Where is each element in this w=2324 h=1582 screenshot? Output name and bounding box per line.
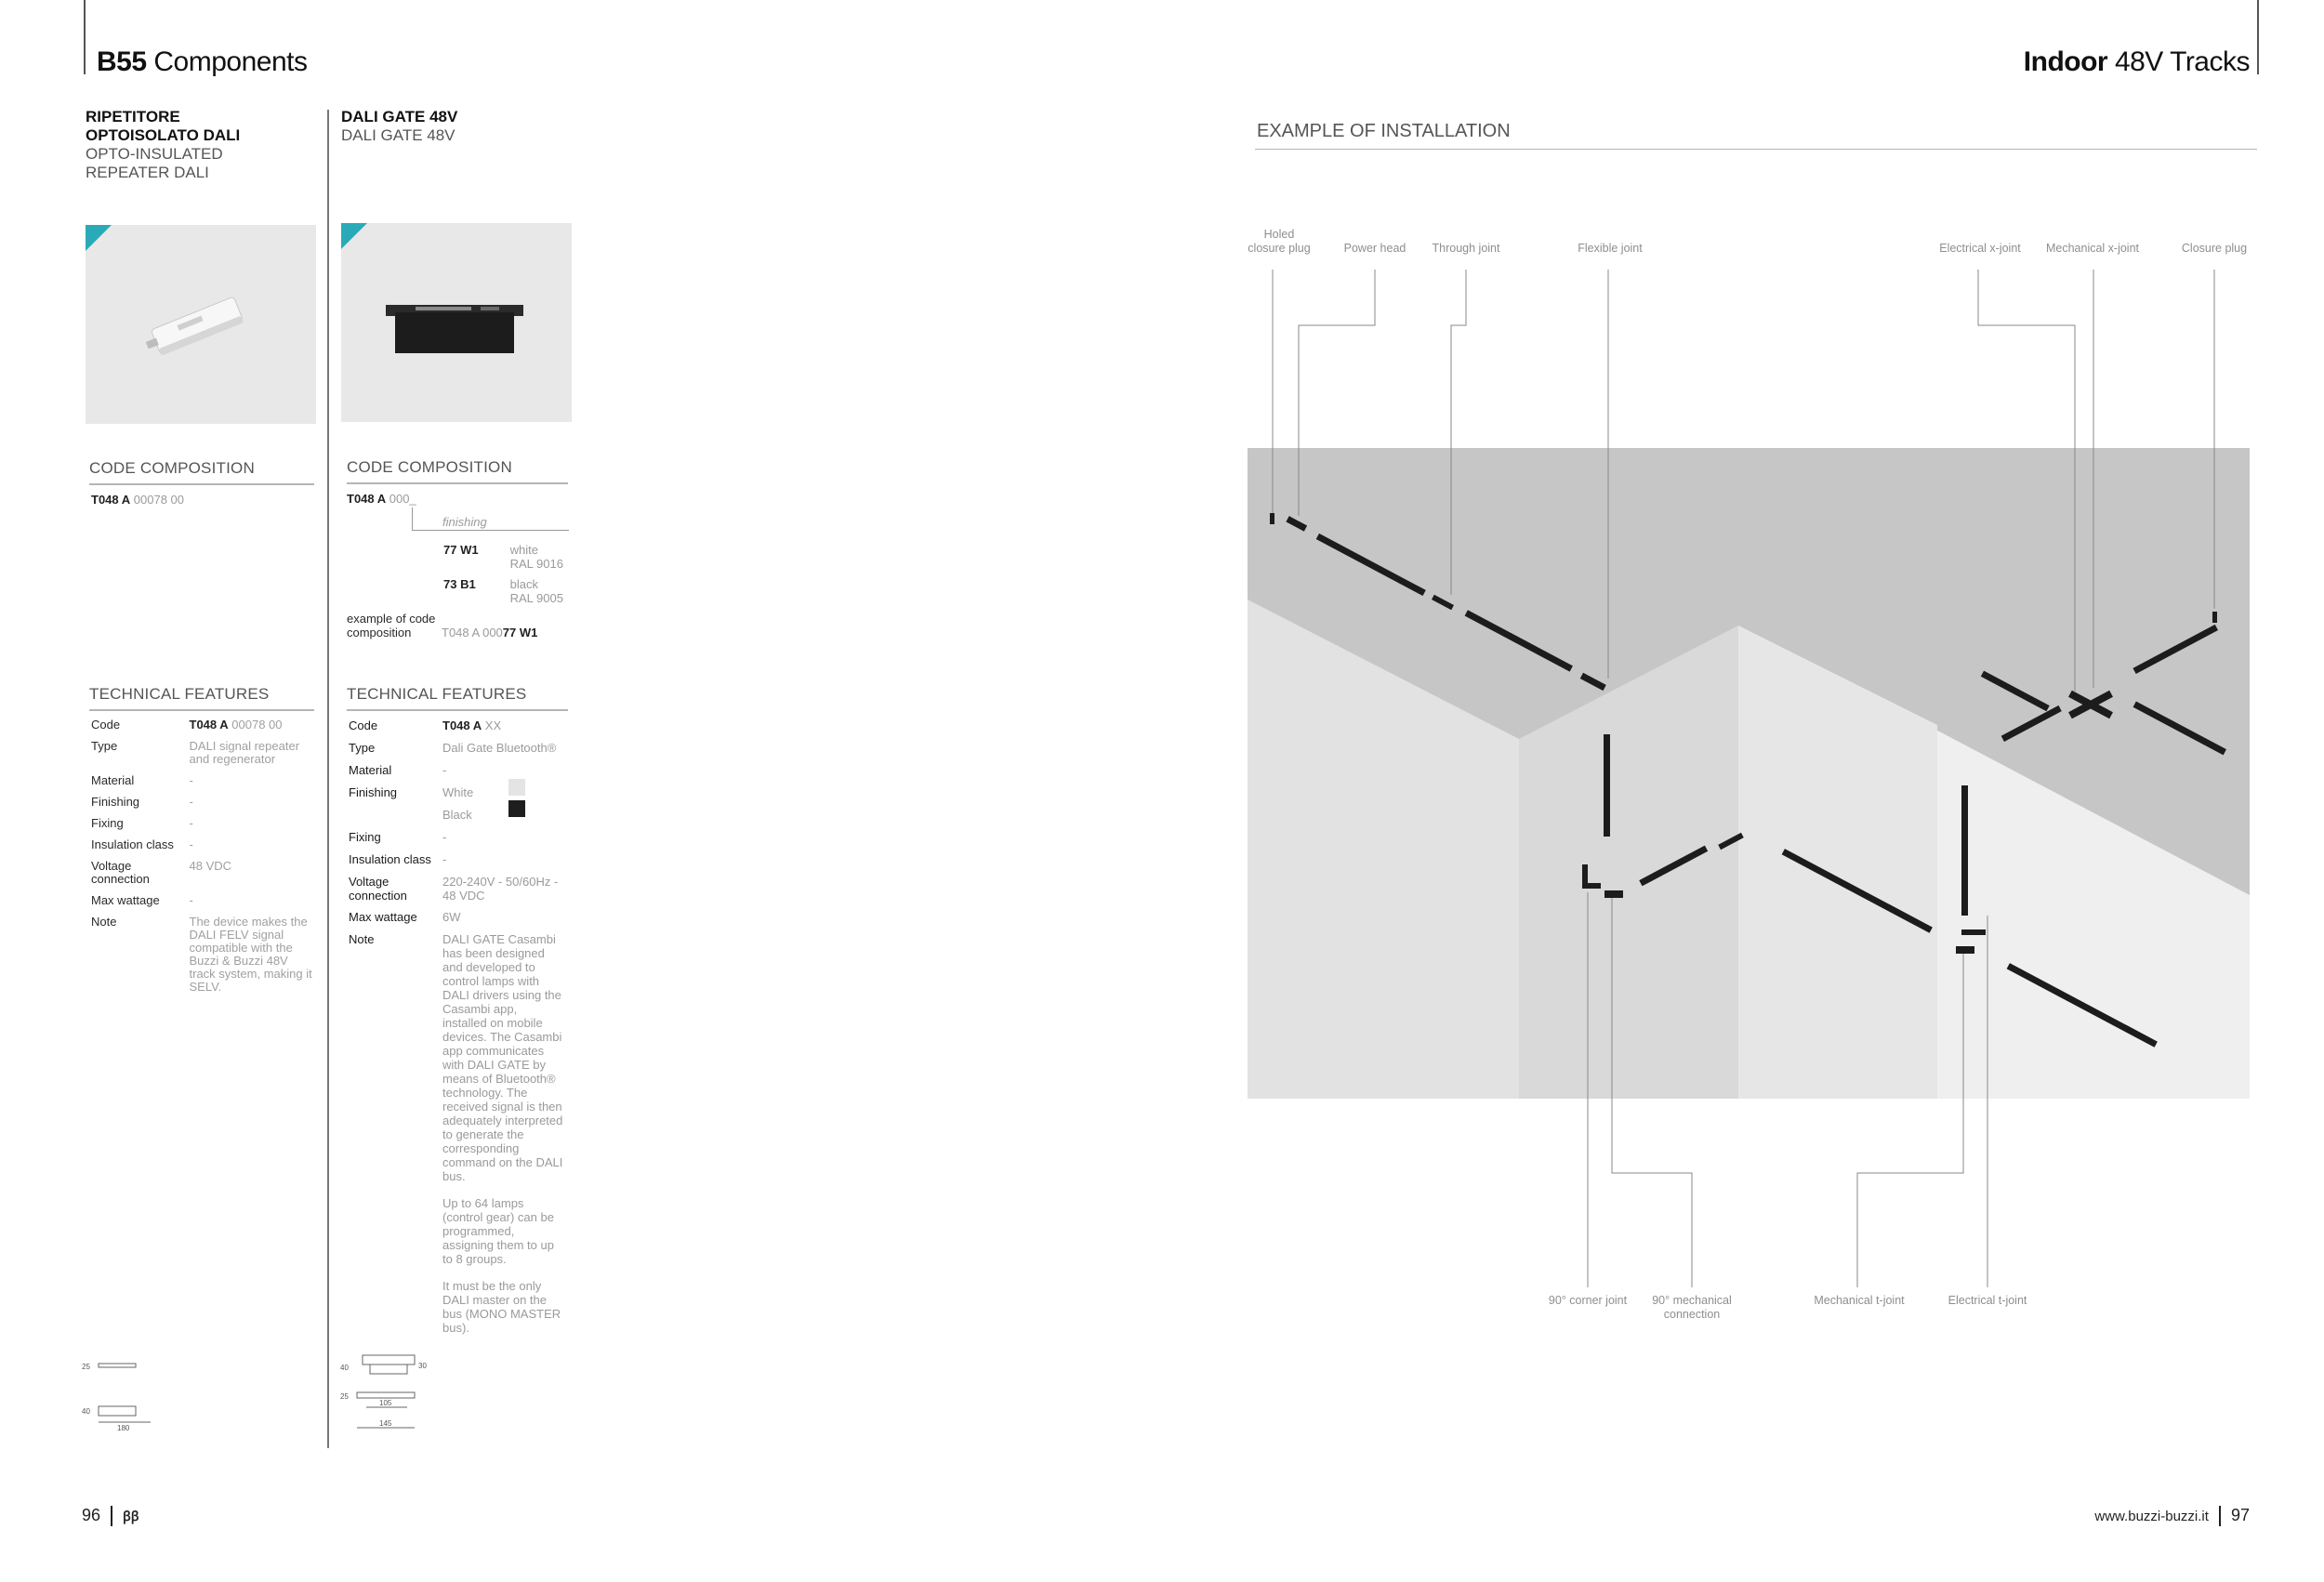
label-through-joint: Through joint — [1432, 242, 1500, 255]
feature-value: The device makes the DALI FELV signal compatible with the Buzzi & Buzzi 48V track system, making it SELV. — [189, 915, 312, 994]
product2-dim-c: 25 — [340, 1392, 349, 1401]
product2-dim-d: 105 — [379, 1399, 392, 1407]
header-right-title: 48V Tracks — [2114, 46, 2250, 77]
label-90-mechanical-connection: 90° mechanical connection — [1652, 1294, 1732, 1321]
product2-title-line2: DALI GATE 48V — [341, 126, 456, 144]
feature-key: Material — [349, 763, 392, 777]
label-power-head: Power head — [1343, 242, 1406, 255]
label-electrical-t-joint: Electrical t-joint — [1948, 1294, 2027, 1307]
label-mechanical-x-joint: Mechanical x-joint — [2045, 242, 2140, 255]
feature-key: Max wattage — [91, 893, 160, 907]
feature-key: Finishing — [91, 795, 140, 809]
feature-value: - — [442, 763, 447, 777]
feature-key: Type — [349, 741, 376, 755]
feature-key: Type — [91, 739, 118, 753]
label-mechanical-t-joint: Mechanical t-joint — [1814, 1294, 1905, 1307]
product1-title-line1: RIPETITORE — [86, 108, 180, 125]
product2-dim-e: 145 — [379, 1419, 392, 1428]
label-holed-closure-plug: Holed closure plug — [1248, 228, 1311, 255]
header-right-bold: Indoor — [2023, 46, 2108, 77]
closure-plug-part — [2212, 612, 2217, 623]
vertical-track — [1961, 785, 1968, 916]
product1-title-line4: REPEATER DALI — [86, 164, 209, 181]
feature-value-rest: 00078 00 — [231, 718, 283, 732]
finish-name: white — [509, 543, 538, 557]
product1-code-section-title: CODE COMPOSITION — [89, 459, 314, 485]
label-flexible-joint: Flexible joint — [1578, 242, 1643, 255]
product1-title-line2: OPTOISOLATO DALI — [86, 126, 241, 144]
product1-tech-section-title: TECHNICAL FEATURES — [89, 685, 314, 711]
website-url[interactable]: www.buzzi-buzzi.it — [2094, 1509, 2209, 1524]
example-label-line2: composition — [347, 626, 412, 639]
feature-key: Insulation class — [91, 837, 174, 851]
feature-value: - — [189, 816, 193, 830]
page-number-right: 97 — [2230, 1506, 2250, 1524]
feature-value: - — [442, 830, 447, 844]
header-left-title: Components — [153, 46, 308, 77]
feature-key: Voltage connection — [91, 859, 150, 886]
finish-white-label: White — [442, 785, 474, 799]
holed-closure-plug-part — [1270, 513, 1274, 524]
finishing-label: finishing — [442, 515, 487, 529]
feature-code-rest: XX — [484, 718, 502, 732]
electrical-t-joint-part — [1961, 929, 1986, 935]
product2-code-rest: 000_ — [389, 492, 416, 506]
product1-code-rest: 00078 00 — [133, 493, 185, 507]
feature-key: Code — [349, 718, 378, 732]
footer-divider-right — [2219, 1506, 2221, 1526]
finish-ral: RAL 9016 — [509, 557, 563, 571]
finish-code: 73 B1 — [443, 577, 476, 591]
finish-ral: RAL 9005 — [509, 591, 563, 605]
feature-value: DALI signal repeater and regenerator — [189, 739, 300, 766]
feature-key: Fixing — [349, 830, 381, 844]
product2-dim-b: 30 — [418, 1362, 427, 1370]
product1-code-bold: T048 A — [91, 493, 131, 507]
product2-code-bold: T048 A — [347, 492, 387, 506]
example-label-line1: example of code — [347, 612, 436, 626]
feature-key: Code — [91, 718, 121, 732]
feature-key: Insulation class — [349, 852, 431, 866]
example-code-bold: 77 W1 — [502, 626, 538, 639]
product2-code-section-title: CODE COMPOSITION — [347, 458, 568, 484]
feature-value: 48 VDC — [189, 859, 232, 873]
header-left-bold: B55 — [97, 46, 147, 77]
feature-value: - — [189, 893, 193, 907]
product2-title-line1: DALI GATE 48V — [341, 108, 458, 125]
finish-code: 77 W1 — [443, 543, 479, 557]
label-electrical-x-joint: Electrical x-joint — [1939, 242, 2021, 255]
finish-name: black — [509, 577, 538, 591]
feature-code-bold: T048 A — [442, 718, 482, 732]
note-paragraph-2: Up to 64 lamps (control gear) can be programmed, assigning them to up to 8 groups. — [442, 1196, 554, 1266]
product1-dim-l: 180 — [117, 1424, 130, 1432]
feature-value: - — [189, 795, 193, 809]
product1-dim-w: 40 — [82, 1407, 90, 1416]
feature-value: - — [189, 773, 193, 787]
feature-key: Fixing — [91, 816, 124, 830]
product1-dim-h: 25 — [82, 1363, 90, 1371]
feature-value: - — [189, 837, 193, 851]
product2-tech-section-title: TECHNICAL FEATURES — [347, 685, 568, 711]
footer-divider-left — [111, 1506, 112, 1526]
product2-dim-a: 40 — [340, 1364, 349, 1372]
footer-left — [82, 1506, 139, 1526]
mechanical-connection-part — [1604, 890, 1623, 898]
installation-title: EXAMPLE OF INSTALLATION — [1257, 121, 1511, 141]
feature-key: Finishing — [349, 785, 398, 799]
feature-value: Dali Gate Bluetooth® — [442, 741, 557, 755]
feature-value: 6W — [442, 910, 461, 924]
feature-key: Max wattage — [349, 910, 417, 924]
label-90-corner-joint: 90° corner joint — [1548, 1294, 1628, 1307]
feature-value: - — [442, 852, 447, 866]
footer-right — [2094, 1506, 2250, 1526]
vertical-track — [1604, 734, 1610, 837]
feature-key: Material — [91, 773, 135, 787]
page-number-left: 96 — [82, 1506, 101, 1524]
brand-logo-icon: ꞵꞵ — [123, 1509, 139, 1523]
example-code-dim: T048 A 000 — [442, 626, 503, 639]
corner-joint-part — [1582, 883, 1601, 889]
product1-title-line3: OPTO-INSULATED — [86, 145, 223, 163]
feature-value: 220-240V - 50/60Hz - 48 VDC — [442, 875, 559, 903]
finish-black-label: Black — [442, 808, 472, 822]
feature-key: Voltage connection — [349, 875, 407, 903]
feature-key: Note — [91, 915, 117, 929]
feature-value-bold: T048 A — [189, 718, 229, 732]
mechanical-t-joint-part — [1956, 946, 1974, 954]
note-paragraph-1: DALI GATE Casambi has been designed and developed to control lamps with DALI drivers using the Casambi app, installed on mobile devices. The Casambi app communicates with DALI GATE by means of Bluetooth® technology. The received signal is then adequately interpreted to generate the corresponding command on the DALI bus. — [442, 932, 563, 1183]
note-paragraph-3: It must be the only DALI master on the bus (MONO MASTER bus). — [442, 1279, 561, 1335]
label-closure-plug: Closure plug — [2181, 242, 2248, 255]
feature-key: Note — [349, 932, 375, 946]
